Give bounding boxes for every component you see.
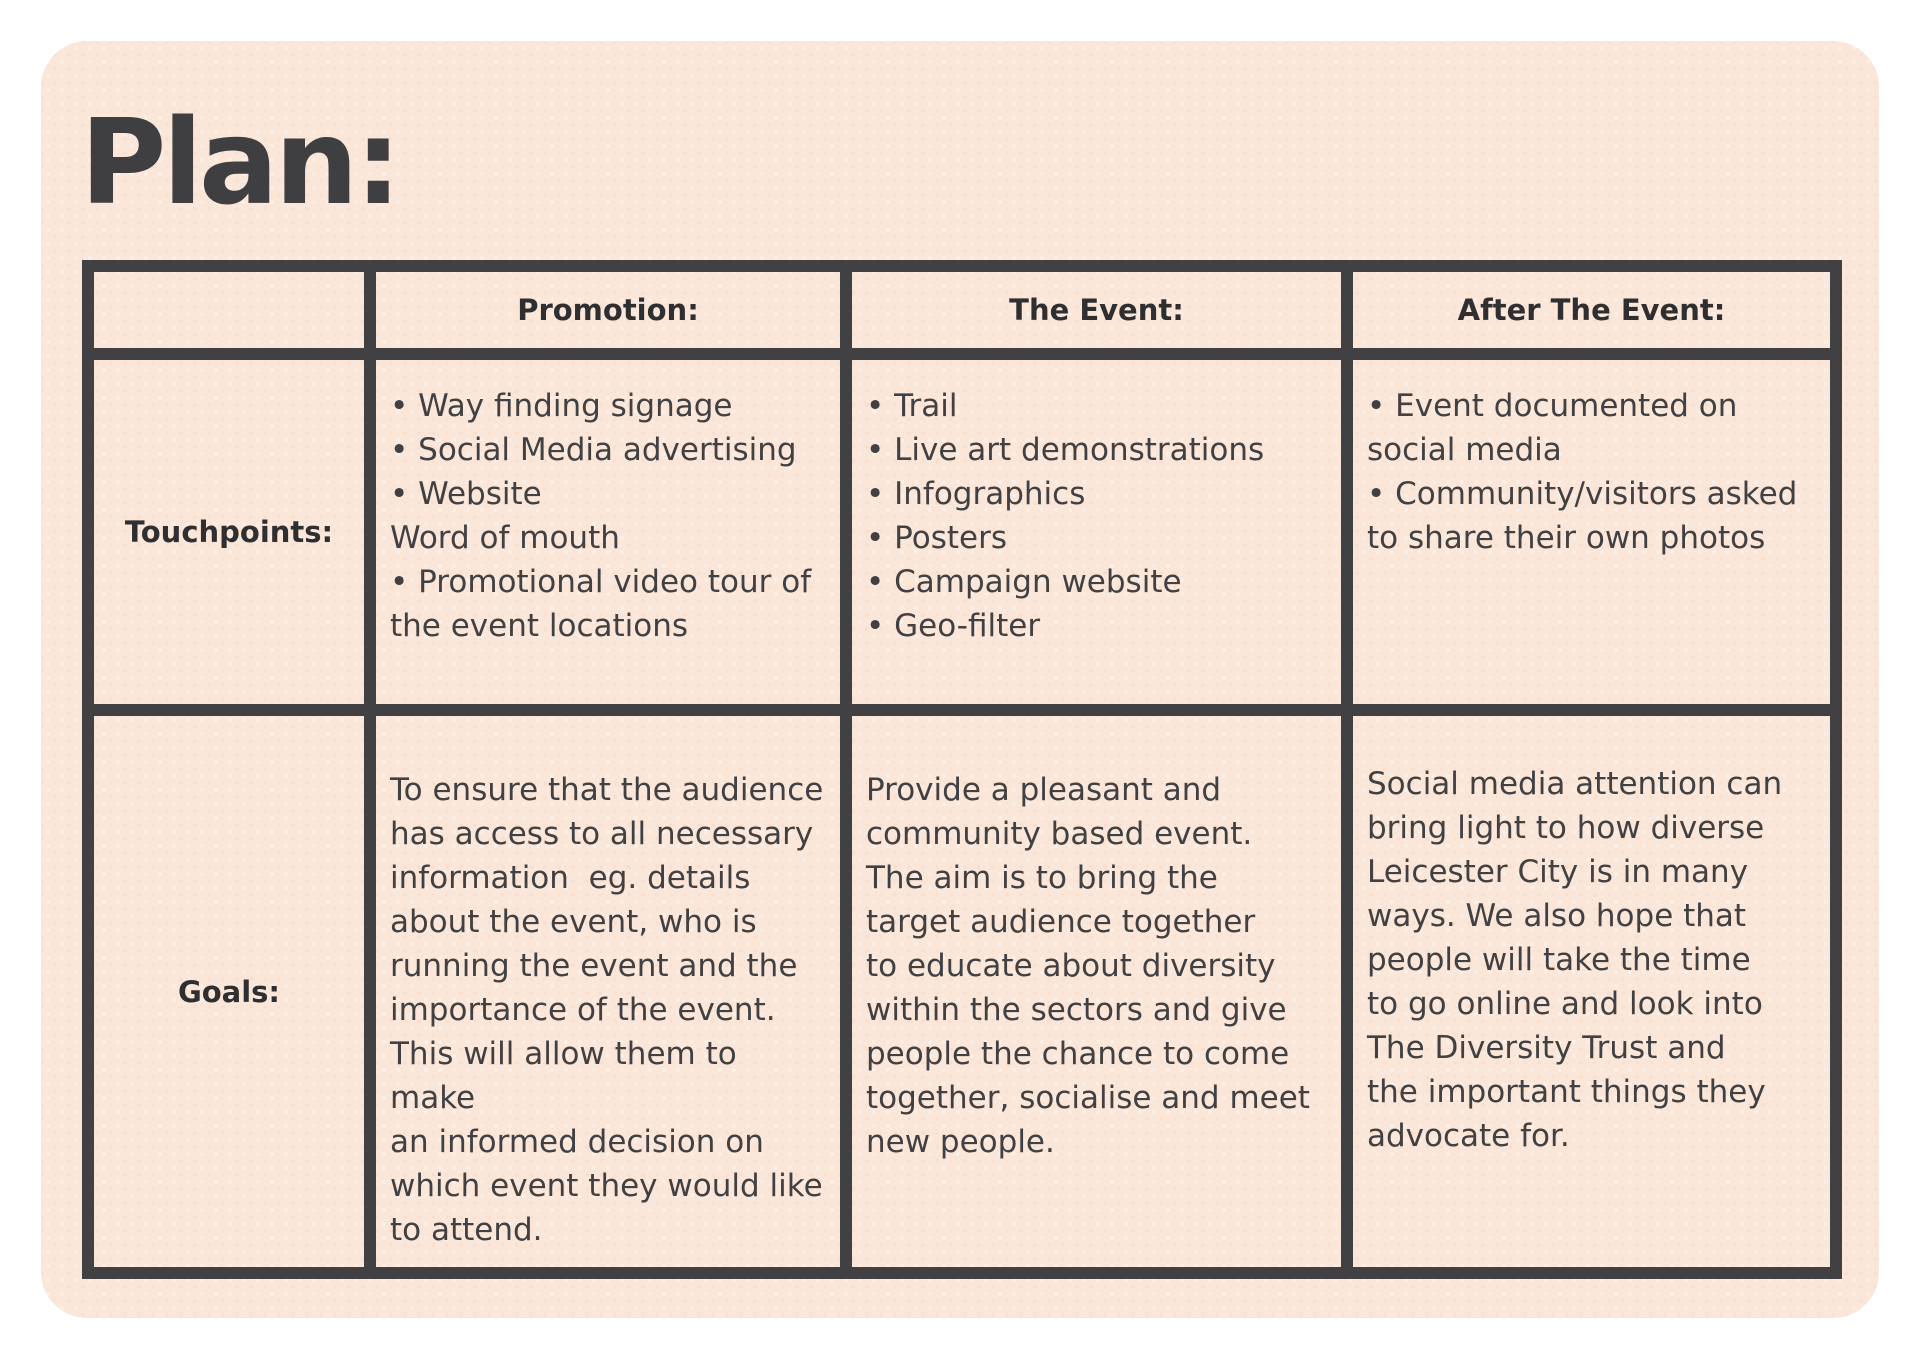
list-item: to share their own photos — [1367, 520, 1766, 556]
list-item: • Geo-filter — [866, 608, 1041, 644]
text-line: This will allow them to make — [390, 1036, 737, 1116]
text-line: Provide a pleasant and — [866, 772, 1222, 808]
text-line: Social media attention can — [1367, 766, 1783, 802]
text-line: To ensure that the audience — [390, 772, 824, 808]
text-line: to educate about diversity — [866, 948, 1276, 984]
text-line: together, socialise and meet — [866, 1080, 1310, 1116]
text-line: new people. — [866, 1124, 1055, 1160]
list-item: • Website — [390, 476, 542, 512]
list-item: • Community/visitors asked — [1367, 476, 1798, 512]
text-line: The Diversity Trust and — [1367, 1030, 1726, 1066]
column-divider — [1341, 272, 1353, 1267]
list-item: • Event documented on — [1367, 388, 1738, 424]
list-item: • Live art demonstrations — [866, 432, 1265, 468]
text-line: importance of the event. — [390, 992, 776, 1028]
goals-after-the-event-cell — [1353, 716, 1830, 1267]
column-header-the-event: The Event: — [1009, 293, 1184, 327]
text-line: The aim is to bring the — [866, 860, 1218, 896]
text-line: community based event. — [866, 816, 1253, 852]
text-line: which event they would like — [390, 1168, 823, 1204]
text-line: people the chance to come — [866, 1036, 1290, 1072]
text-line: the important things they — [1367, 1074, 1766, 1110]
goals-after-the-event-text — [1353, 762, 1830, 1158]
text-line: Leicester City is in many — [1367, 854, 1749, 890]
list-item: • Posters — [866, 520, 1007, 556]
touchpoints-the-event-cell — [852, 360, 1341, 704]
row-header-touchpoints: Touchpoints: — [124, 515, 334, 549]
list-item: • Promotional video tour of — [390, 564, 812, 600]
goals-promotion-cell — [376, 716, 840, 1267]
touchpoints-promotion-list — [376, 360, 840, 648]
text-line: running the event and the — [390, 948, 798, 984]
touchpoints-after-the-event-list — [1353, 360, 1830, 560]
goals-the-event-text — [852, 768, 1341, 1164]
list-item: Word of mouth — [390, 520, 620, 556]
corner-header — [94, 272, 364, 348]
text-line: advocate for. — [1367, 1118, 1570, 1154]
text-line: to attend. — [390, 1212, 543, 1248]
row-divider — [94, 348, 1830, 360]
text-line: bring light to how diverse — [1367, 810, 1765, 846]
goals-the-event-cell — [852, 716, 1341, 1267]
text-line: target audience together — [866, 904, 1256, 940]
text-line: ways. We also hope that — [1367, 898, 1747, 934]
column-header-after-the-event: After The Event: — [1457, 293, 1726, 327]
list-item: • Campaign website — [866, 564, 1182, 600]
column-divider — [840, 272, 852, 1267]
row-header-goals: Goals: — [177, 974, 281, 1009]
plan-table — [82, 260, 1842, 1279]
list-item: social media — [1367, 432, 1562, 468]
text-line: about the event, who is — [390, 904, 757, 940]
column-divider — [364, 272, 376, 1267]
text-line: information eg. details — [390, 860, 751, 896]
touchpoints-the-event-list — [852, 360, 1341, 648]
list-item: • Infographics — [866, 476, 1086, 512]
column-header-promotion: Promotion: — [517, 293, 699, 327]
touchpoints-promotion-cell — [376, 360, 840, 704]
text-line: an informed decision on — [390, 1124, 764, 1160]
text-line: to go online and look into — [1367, 986, 1763, 1022]
list-item: • Social Media advertising — [390, 432, 797, 468]
text-line: within the sectors and give — [866, 992, 1287, 1028]
list-item: • Trail — [866, 388, 958, 424]
text-line: has access to all necessary — [390, 816, 814, 852]
row-divider — [94, 704, 1830, 716]
list-item: the event locations — [390, 608, 689, 644]
goals-promotion-text — [376, 768, 840, 1252]
list-item: • Way finding signage — [390, 388, 733, 424]
touchpoints-after-the-event-cell — [1353, 360, 1830, 704]
text-line: people will take the time — [1367, 942, 1751, 978]
page-title: Plan: — [80, 93, 398, 231]
